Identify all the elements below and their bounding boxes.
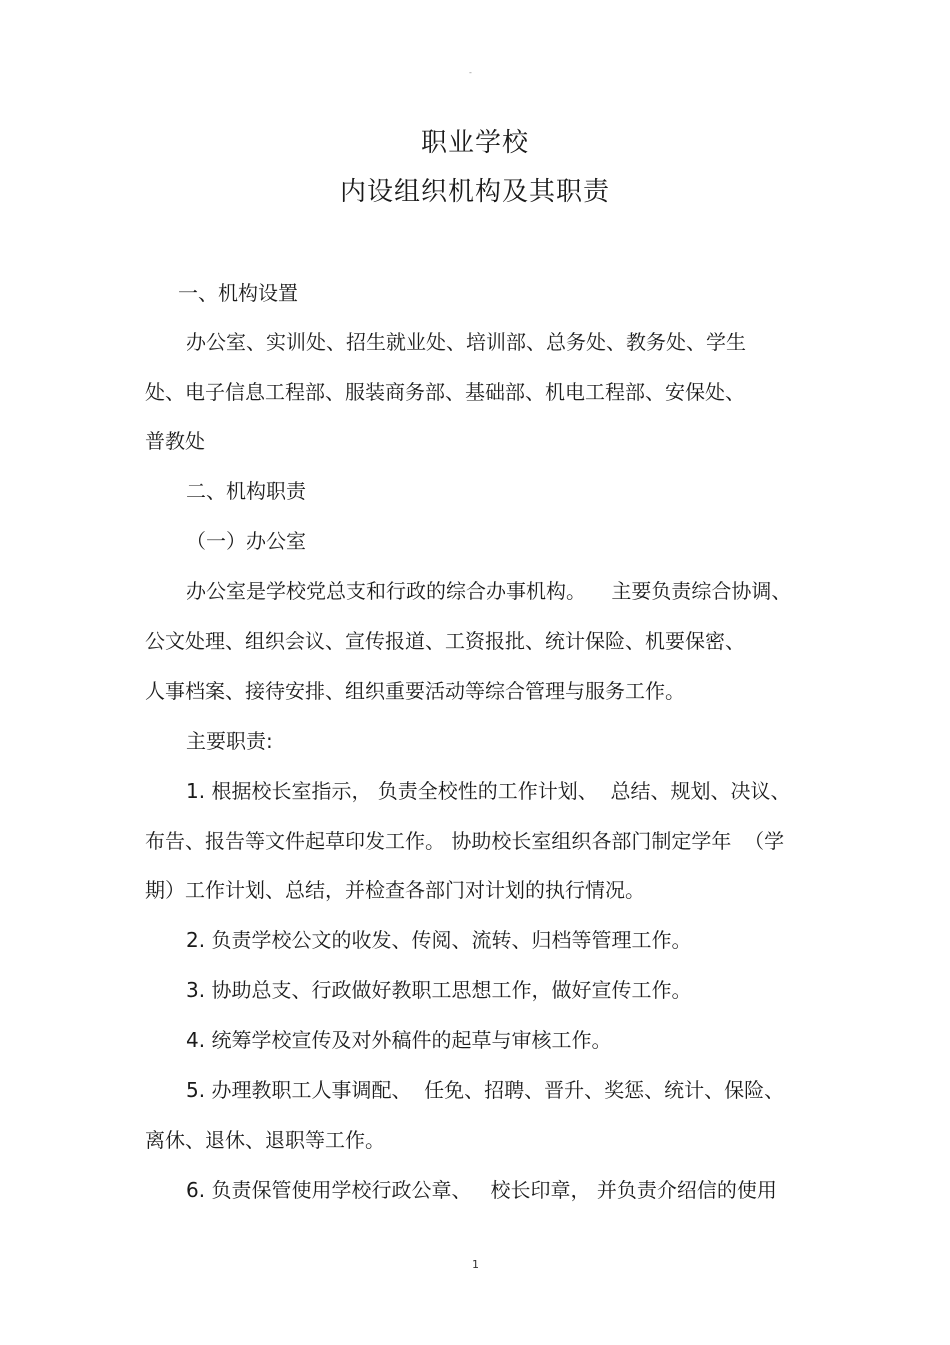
document-title-line1: 职业学校 [420,128,529,158]
duties-heading: 主要职责: [186,729,273,753]
section1-heading: 一、机构设置 [178,281,298,305]
duty-line: 5. 办理教职工人事调配、 任免、招聘、晋升、奖惩、统计、保险、 [186,1078,785,1102]
office-subheading: （一）办公室 [186,529,306,553]
section2-heading: 二、机构职责 [186,479,306,503]
section1-body-line: 办公室、实训处、招生就业处、培训部、总务处、教务处、学生 [186,330,746,354]
duty-line: 4. 统筹学校宣传及对外稿件的起草与审核工作。 [186,1028,612,1052]
duty-line: 1. 根据校长室指示， 负责全校性的工作计划、 总结、规划、决议、 [186,779,791,803]
duty-line: 期）工作计划、总结，并检查各部门对计划的执行情况。 [145,878,645,902]
document-title-line2: 内设组织机构及其职责 [339,177,610,207]
duty-line: 6. 负责保管使用学校行政公章、 校长印章， 并负责介绍信的使用 [186,1178,777,1202]
office-intro-line: 公文处理、组织会议、宣传报道、工资报批、统计保险、机要保密、 [145,629,745,653]
office-intro-line: 办公室是学校党总支和行政的综合办事机构。 主要负责综合协调、 [186,579,792,603]
duty-line: 3. 协助总支、行政做好教职工思想工作，做好宣传工作。 [186,978,692,1002]
duty-line: 2. 负责学校公文的收发、传阅、流转、归档等管理工作。 [186,928,692,952]
section1-body-line: 普教处 [145,429,205,453]
section1-body-line: 处、电子信息工程部、服装商务部、基础部、机电工程部、安保处、 [145,380,745,404]
duty-line: 离休、退休、退职等工作。 [145,1128,385,1152]
duty-line: 布告、报告等文件起草印发工作。 协助校长室组织各部门制定学年 （学 [145,829,785,853]
header-mark: - [469,68,472,77]
office-intro-line: 人事档案、接待安排、组织重要活动等综合管理与服务工作。 [145,679,685,703]
page-number: 1 [472,1258,479,1271]
